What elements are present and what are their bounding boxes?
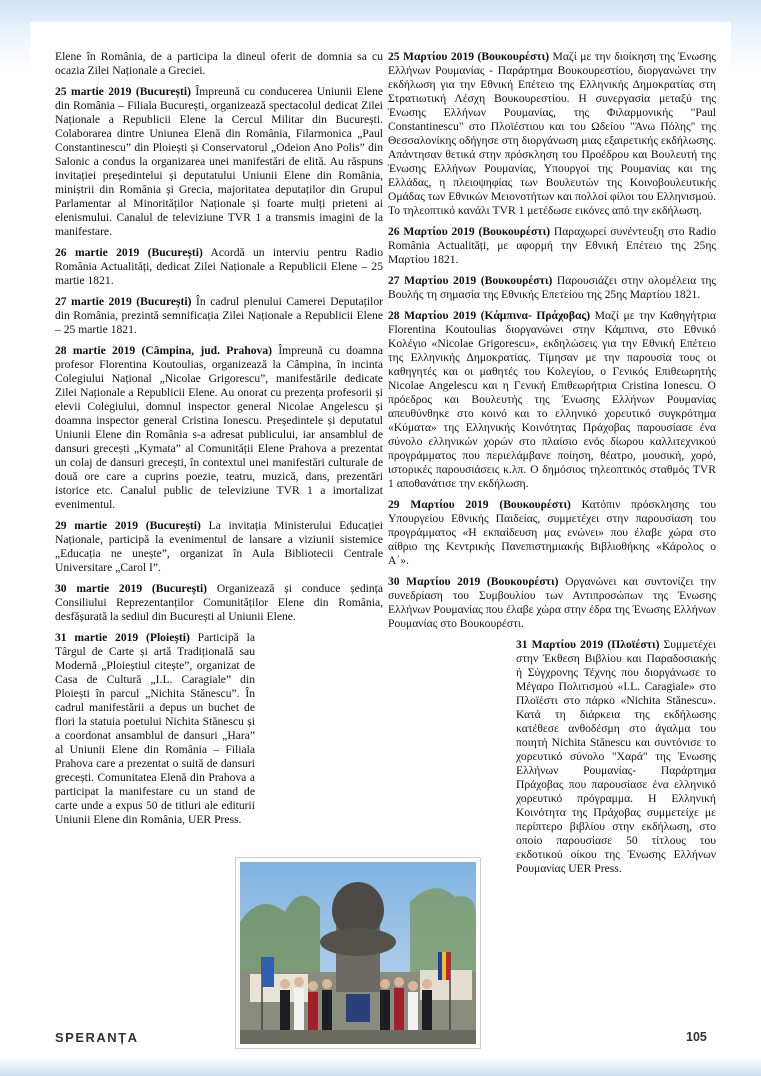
entry-date: 29 Μαρτίου 2019 (Βουκουρέστι) [388,498,571,511]
entry-date: 25 Μαρτίου 2019 (Βουκουρέστι) [388,50,550,63]
entry-date: 31 Μαρτίου 2019 (Πλοϊέστι) [516,638,660,651]
left-column [55,50,383,834]
left-paragraph-7: 31 martie 2019 (Ploiești) Participă la Târgul de Carte și artă Tradițională sau Modernă „Ploieștiul citește”, organizat de Casa de Cultură „I.L. Caragiale” din Ploiești în parcul „Nichita Stănescu”. În cadrul manifestării a depus un buchet de flori la statuia poetului Nichita Stănescu și a coordonat ansamblul de dansuri „Hara” al Uniunii Elene din România – Filiala Prahova care a prezentat o suită de dansuri grecești. Comunitatea Elenă din Prahova a participat la manifestare cu un stand de carte unde a expus 50 de titluri ale editurii Uniunii Elene din România, UER Press. [55,631,255,826]
bottom-band [0,1056,761,1076]
left-paragraph-6: 30 martie 2019 (București) Organizează și conduce ședința Consiliului Reprezentanților Comunităților Elene din România, desfășurată la sediul din București al Uniunii Elene. [55,582,383,623]
entry-date: 25 martie 2019 (București) [55,85,192,98]
right-paragraph-3: 28 Μαρτίου 2019 (Κάμπινα- Πράχοβας) Μαζί με την Καθηγήτρια Florentina Koutoulias διοργανώνει στην Κάμπινα, στο Εθνικό Κολέγιο «Nicolae Grigorescu», εκδηλώσεις για την Εθνική Επέτειο της Ελληνικής Δημοκρατίας. Τίμησαν με την παρουσία τους οι καθηγητές και οι μαθητές του Κολεγίου, ο Γενικός Επιθεωρητής Nicolae Angelescu και η Γενική Επιθεωρήτρια Cristina Ionescu. Ο πρόεδρος και Βουλευτής της Ένωσης Ελλήνων Ρουμανίας απευθύνθηκε στο κοινό και το ελληνικό χορευτικό συγκρότημα «Κύματα» της Ελληνικής Κοινότητας Πράχοβας παρουσίασε ένα σύνολο ελληνικών χορών στο πλαίσιο ενός δίωρου καλλιτεχνικού προγράμματος που περιελάμβανε ποίηση, θέατρο, μουσική, χορό, ιστορικές παρουσιάσεις κ.λπ. Ο δημόσιος τηλεοπτικός σταθμός TVR 1 αποθανάτισε την εκδήλωση. [388,309,716,490]
entry-date: 28 Μαρτίου 2019 (Κάμπινα- Πράχοβας) [388,309,591,322]
left-paragraph-1: 25 martie 2019 (București) Împreună cu conducerea Uniunii Elene din România – Filiala București, organizează spectacolul dedicat Zilei Naționale a Republicii Elene la Cercul Militar din București. Colaborarea dintre Uniunea Elenă din România, Filarmonica „Paul Constantinescu” din Ploiești și Conservatorul „Odeion Ano Polis” din Salonic a condus la organizarea unei manifestări de elită. Au răspuns invitației președintelui și deputatului Uniunii Elene din România, miniștrii din România și Grecia, majoritatea deputaților din Grupul Parlamentar al Minorităților Naționale și foarte mulți prieteni ai elenismului. Canalul de televiziune TVR 1 a transmis imagini de la manifestare. [55,85,384,238]
entry-date: 28 martie 2019 (Câmpina, jud. Prahova) [55,344,273,357]
entry-date: 27 Μαρτίου 2019 (Βουκουρέστι) [388,274,553,287]
entry-date: 27 martie 2019 (București) [55,295,192,308]
entry-date: 29 martie 2019 (București) [55,519,201,532]
entry-date: 30 martie 2019 (București) [55,582,208,595]
left-paragraph-5: 29 martie 2019 (București) La invitația Ministerului Educației Naționale, participă la evenimentul de lansare a viziunii sistemice „Educația ne unește”, organizat în Aula Bibliotecii Centrale Universitare „Carol I”. [55,519,383,574]
publication-title: SPERANȚA [55,1030,139,1045]
left-paragraph-4: 28 martie 2019 (Câmpina, jud. Prahova) Împreună cu doamna profesor Florentina Koutoulias, organizează la Câmpina, în incinta Colegiului Național „Nicolae Grigorescu”, manifestările dedicate Zilei Naționale a Republicii Elene. Au onorat cu prezența profesorii și elevii Colegiului, domnul inspector general Nicolae Angelescu și doamna inspector general Cristina Ionescu. Președintele și deputatul Uniunii Elene din România s-a adresat publicului, iar ansamblul de dansuri grecești „Kymata” al Comunității Elene Prahova a prezentat un colaj de dansuri grecești, în contextul unei manifestări culturale de două ore care a cuprins poezie, teatru, muzică, dans, prezentări istorice etc. Canalul public de televiziune TVR 1 a imortalizat evenimentul. [55,344,383,511]
left-paragraph-2: 26 martie 2019 (București) Acordă un interviu pentru Radio România Actualități, dedicat Zilei Naționale a Republicii Elene – 25 martie 1821. [55,246,383,287]
entry-date: 30 Μαρτίου 2019 (Βουκουρέστι) [388,575,559,588]
right-paragraph-6: 31 Μαρτίου 2019 (Πλοϊέστι) Συμμετέχει στην Έκθεση Βιβλίου και Παραδοσιακής ή Σύγχρονης Τέχνης που διοργάνωσε το Μέγαρο Πολιτισμού «I.L. Caragiale» στο Πλοϊέστι στο πάρκο «Nichita Stănescu». Κατά τη διάρκεια της εκδήλωσης κατέθεσε ανθοδέσμη στο άγαλμα του ποιητή Nichita Stănescu και συντόνισε το χορευτικό σύνολο "Χαρά" της Ένωσης Ελλήνων Ρουμανίας- Παράρτημα Πράχοβας που παρουσίασε ένα ελληνικό χορευτικό πρόγραμμα. Η Ελληνική Κοινότητα της Πράχοβας συμμετείχε με περίπτερο βιβλίου στην εκδήλωση, στο οποίο παρουσίασε 50 τίτλους του εκδοτικού οίκου της Ένωσης Ελλήνων Ρουμανίας UER Press. [516,638,716,875]
entry-date: 26 martie 2019 (București) [55,246,203,259]
document-page [30,22,731,1052]
statue-ceremony-photo-illustration [240,862,476,1044]
page-number: 105 [686,1030,707,1044]
entry-date: 31 martie 2019 (Ploiești) [55,631,190,644]
right-paragraph-1: 26 Μαρτίου 2019 (Βουκουρέστι) Παραχωρεί συνέντευξη στο Radio România Actualități, με αφορμή την Εθνική Επέτειο της 25ης Μαρτίου 1821. [388,225,716,266]
event-photo [236,858,480,1048]
right-paragraph-4: 29 Μαρτίου 2019 (Βουκουρέστι) Κατόπιν πρόσκλησης του Υπουργείου Εθνικής Παιδείας, συμμετέχει στην παρουσίαση του προγράμματος «Η εκπαίδευση μας ενώνει» που έλαβε χώρα στο αίθριο της Κεντρικής Πανεπιστημιακής Βιβλιοθήκης «Κάρολος ο Α΄». [388,498,716,567]
left-paragraph-3: 27 martie 2019 (București) În cadrul plenului Camerei Deputaților din România, prezintă semnificația Zilei Naționale a Republicii Elene – 25 martie 1821. [55,295,383,336]
right-column [388,50,716,883]
right-paragraph-5: 30 Μαρτίου 2019 (Βουκουρέστι) Οργανώνει και συντονίζει την συνεδρίαση του Συμβουλίου των Αντιπροσώπων της Ένωσης Ελλήνων Ρουμανίας που έλαβε χώρα στην έδρα της Ένωσης Ελλήνων Ρουμανίας στο Βουκουρέστι. [388,575,716,630]
right-paragraph-0: 25 Μαρτίου 2019 (Βουκουρέστι) Μαζί με την διοίκηση της Ένωσης Ελλήνων Ρουμανίας - Παράρτημα Βουκουρεστίου, διοργανώνει την εκδήλωση για την Εθνική Επέτειο της Ελληνικής Δημοκρατίας στη Στρατιωτική Λέσχη Βουκουρεστίου. Η συνεργασία μεταξύ της Ένωσης Ελλήνων Ρουμανίας, της Φιλαρμονικής "Paul Constantinescu" στο Πλοϊέστιου και του Ωδείου "Άνω Πόλης" της Θεσσαλονίκης οδήγησε στη διοργάνωση μιας εξαιρετικής εκδήλωσης. Απάντησαν θετικά στην πρόσκληση του Προέδρου και Βουλευτή της Ένωσης Ελλήνων Ρουμανίας, Υπουργοί της Ρουμανίας και της Ελλάδας, η πλειοψηφίας των Βουλευτών της Κοινοβουλευτικής Ομάδας των Εθνικών Μειονοτήτων και πολλοί φίλοι του Ελληνισμού. Το τηλεοπτικό κανάλι TVR 1 μετέδωσε εικόνες από την εκδήλωση. [388,50,716,217]
left-paragraph-0: Elene în România, de a participa la dineul oferit de domnia sa cu ocazia Zilei Naționale a Greciei. [55,50,383,77]
entry-date: 26 Μαρτίου 2019 (Βουκουρέστι) [388,225,551,238]
right-paragraph-2: 27 Μαρτίου 2019 (Βουκουρέστι) Παρουσιάζει στην ολομέλεια της Βουλής τη σημασία της Εθνικής Επετείου της 25ης Μαρτίου 1821. [388,274,717,301]
